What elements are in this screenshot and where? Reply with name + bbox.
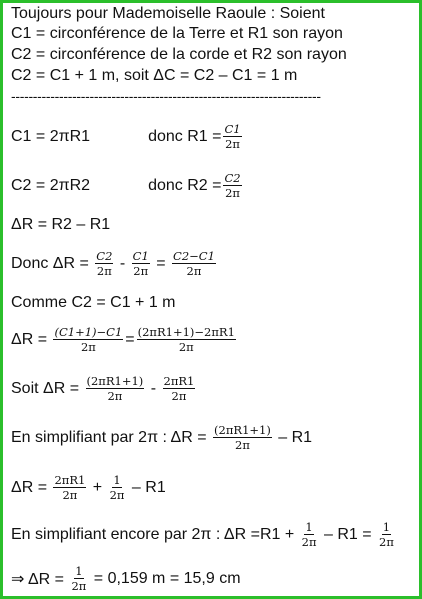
- equation-comme: Comme C2 = C1 + 1 m: [11, 294, 176, 311]
- equation-c2: [11, 171, 244, 200]
- fraction-result: $\frac{1}{2\pi}$: [71, 564, 87, 593]
- fraction-c1-plus-1: $\frac{(C1+1)-C1}{2\pi}$: [54, 325, 123, 354]
- equation-result: ⇒ ΔR = $\frac{1}{2\pi}$ = 0,159 m = 15,9 cm: [11, 564, 241, 593]
- equation-delta-r: ΔR = R2 – R1: [11, 216, 111, 233]
- fraction-simplifiant: $\frac{(2\pi R1+1)}{2\pi}$: [214, 423, 271, 452]
- fraction-1-over-2pi: $\frac{1}{2\pi}$: [109, 473, 125, 502]
- equation-c1-donc: donc R1 =: [148, 127, 222, 145]
- fraction-soit-2: $\frac{2\pi R1}{2\pi}$: [163, 374, 195, 403]
- equation-donc-delta-r: Donc ΔR = $\frac{C2}{2\pi}$ - $\frac{C1}{2\pi}$ = $\frac{C2-C1}{2\pi}$: [11, 249, 215, 278]
- fraction-2pir1: $\frac{2\pi R1}{2\pi}$: [54, 473, 86, 502]
- equation-simplifiant-encore: En simplifiant encore par 2π : ΔR =R1 + $\frac{1}{2\pi}$ – R1 = $\frac{1}{2\pi}$: [11, 520, 394, 549]
- fraction-c2-over-2pi: $\frac{C2}{2\pi}$: [224, 171, 241, 200]
- fraction-c1-over-2pi: $\frac{C1}{2\pi}$: [224, 122, 241, 151]
- fraction-encore-2: $\frac{1}{2\pi}$: [379, 520, 394, 549]
- intro-line-4: C2 = C1 + 1 m, soit ΔC = C2 – C1 = 1 m: [11, 67, 298, 84]
- equation-c1: [11, 122, 244, 151]
- fraction-encore-1: $\frac{1}{2\pi}$: [301, 520, 317, 549]
- equation-c1-left: C1 = 2πR1: [11, 127, 91, 145]
- equation-soit: Soit ΔR = $\frac{(2\pi R1+1)}{2\pi}$ - $\frac{2\pi R1}{2\pi}$: [11, 374, 195, 403]
- fraction-c2: $\frac{C2}{2\pi}$: [96, 249, 113, 278]
- fraction-c2-minus-c1: $\frac{C2-C1}{2\pi}$: [173, 249, 215, 278]
- intro-line-2: C1 = circonférence de la Terre et R1 son rayon: [11, 25, 343, 42]
- equation-delta-r-expanded: ΔR = $\frac{(C1+1)-C1}{2\pi}$ = $\frac{(2\pi R1+1)-2\pi R1}{2\pi}$: [11, 325, 235, 354]
- separator-line: -----------------------------------------------------------------------: [11, 88, 321, 104]
- equation-c2-donc: donc R2 =: [148, 176, 222, 194]
- equation-simplifiant: En simplifiant par 2π : ΔR = $\frac{(2\pi R1+1)}{2\pi}$ – R1: [11, 423, 313, 452]
- fraction-2pir1-plus-1: $\frac{(2\pi R1+1)-2\pi R1}{2\pi}$: [137, 325, 235, 354]
- intro-line-1: Toujours pour Mademoiselle Raoule : Soient: [11, 5, 325, 22]
- equation-delta-r-sum: ΔR = $\frac{2\pi R1}{2\pi}$ + $\frac{1}{2\pi}$ – R1: [11, 473, 166, 502]
- fraction-c1: $\frac{C1}{2\pi}$: [132, 249, 149, 278]
- fraction-soit-1: $\frac{(2\pi R1+1)}{2\pi}$: [86, 374, 144, 403]
- equation-c2-left: C2 = 2πR2: [11, 176, 91, 194]
- intro-line-3: C2 = circonférence de la corde et R2 son rayon: [11, 46, 347, 63]
